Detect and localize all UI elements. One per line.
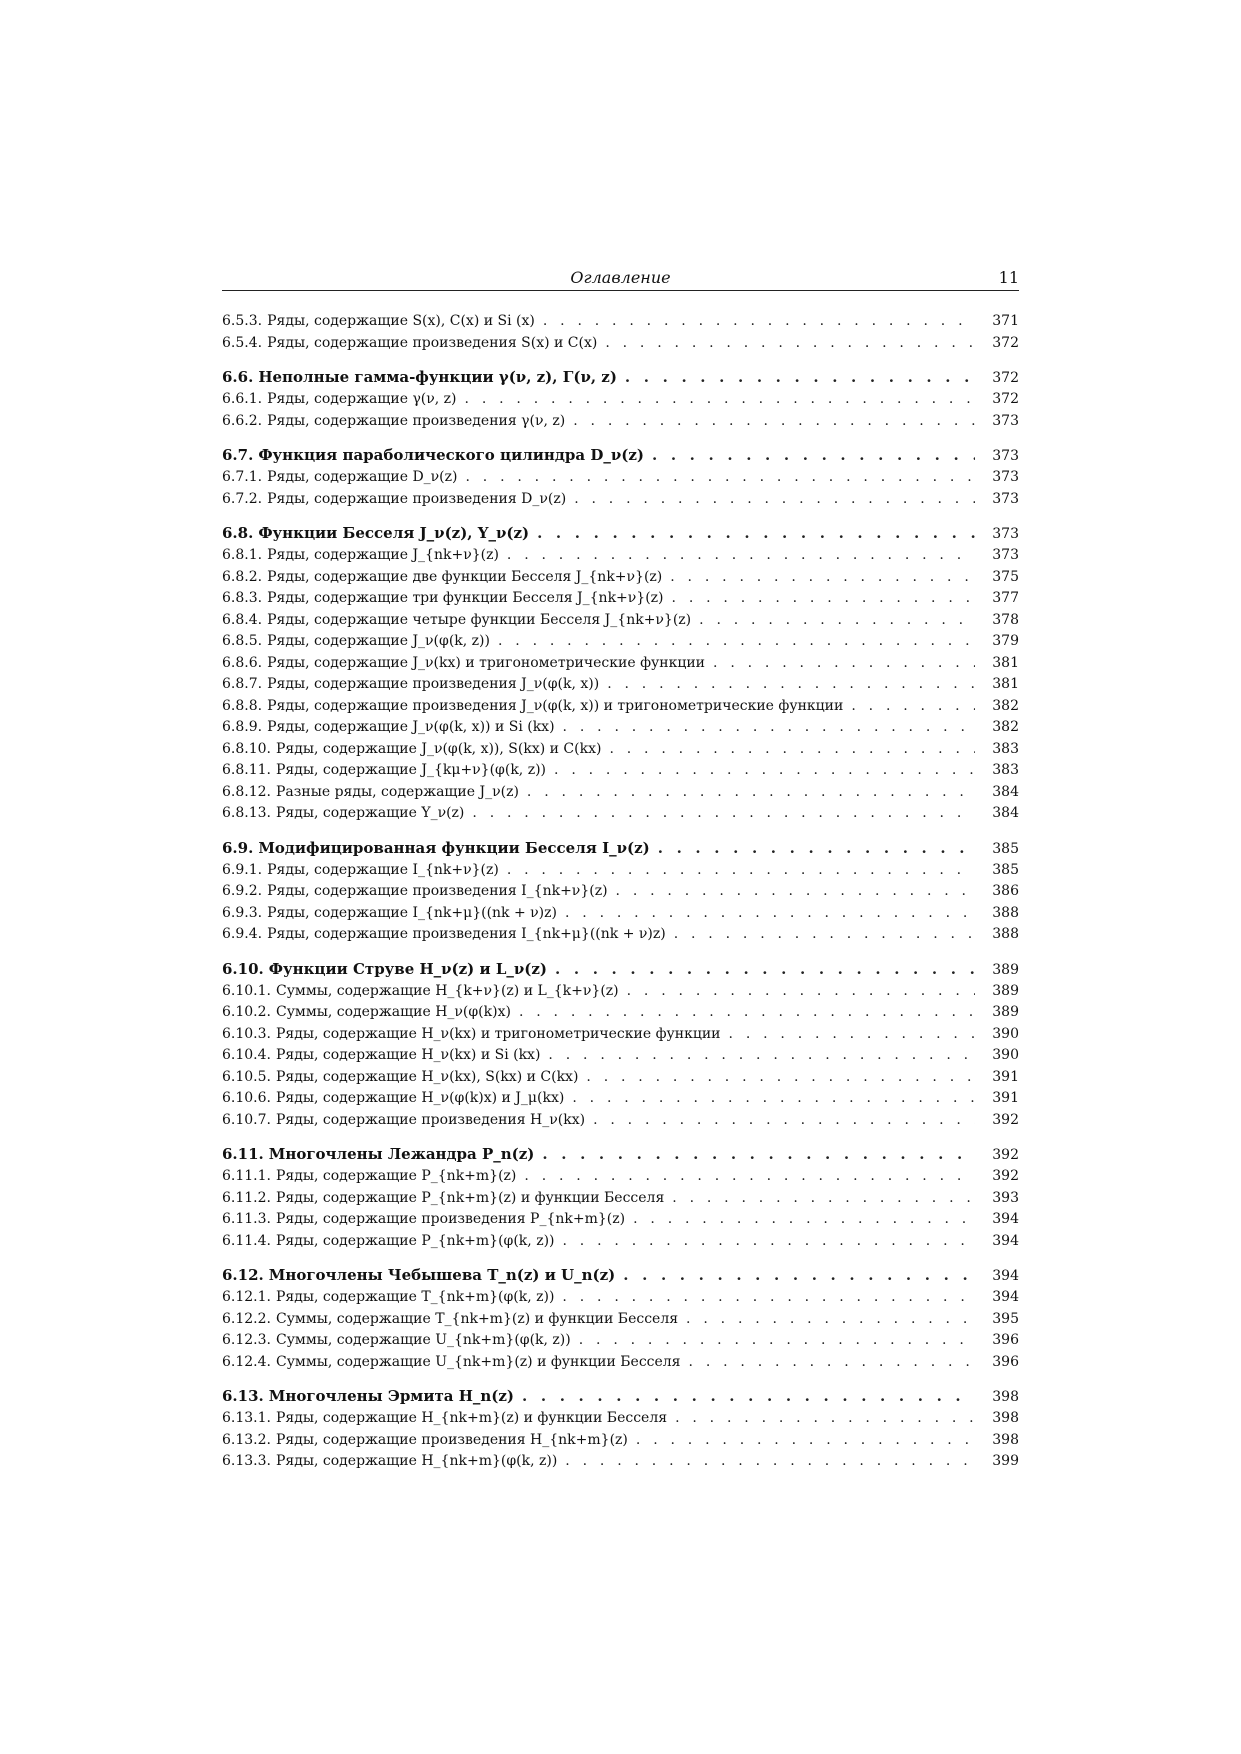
toc-section-entry[interactable] xyxy=(222,957,1019,981)
entry-title: Функция параболического цилиндра D_ν(z) xyxy=(258,446,644,464)
entry-number: 6.12.3. xyxy=(222,1332,271,1348)
entry-number: 6.12.1. xyxy=(222,1289,271,1305)
dot-leader xyxy=(625,365,975,389)
toc-entry[interactable] xyxy=(222,1408,1019,1430)
entry-title: Функции Струве H_ν(z) и L_ν(z) xyxy=(268,959,548,978)
toc-entry[interactable] xyxy=(222,489,1019,511)
toc-entry[interactable] xyxy=(222,1166,1019,1188)
entry-number: 6.13.2. xyxy=(222,1431,271,1448)
toc-entry[interactable] xyxy=(222,1430,1019,1452)
toc-entry[interactable] xyxy=(222,567,1019,589)
toc-entry[interactable] xyxy=(222,1309,1019,1331)
entry-page: 391 xyxy=(992,1090,1019,1106)
entry-number: 6.8.8. xyxy=(222,697,263,714)
dot-leader xyxy=(543,311,975,333)
entry-page: 385 xyxy=(992,861,1019,878)
entry-number: 6.11.3. xyxy=(222,1211,271,1227)
toc-entry[interactable] xyxy=(222,1451,1019,1473)
entry-page: 390 xyxy=(992,1025,1019,1042)
entry-title: Ряды, содержащие P_{nk+m}(φ(k, z)) xyxy=(275,1232,555,1249)
entry-number: 6.12.2. xyxy=(222,1310,271,1327)
toc-entry[interactable] xyxy=(222,333,1019,355)
entry-number: 6.8.9. xyxy=(222,719,263,735)
dot-leader xyxy=(563,1231,976,1253)
entry-title: Ряды, содержащие две функции Бесселя J_{nk+ν}(z) xyxy=(267,568,663,585)
dot-leader xyxy=(572,1088,975,1110)
entry-title: Ряды, содержащие S(x), C(x) и Si (x) xyxy=(267,313,535,329)
toc-entry[interactable] xyxy=(222,881,1019,903)
entry-number: 6.6.1. xyxy=(222,391,263,407)
entry-title: Ряды, содержащие H_ν(φ(k)x) и J_μ(kx) xyxy=(275,1090,565,1106)
dot-leader xyxy=(586,1067,975,1089)
entry-title: Многочлены Лежандра P_n(z) xyxy=(268,1145,535,1163)
entry-title: Ряды, содержащие произведения D_ν(z) xyxy=(267,490,567,507)
dot-leader xyxy=(851,696,975,718)
dot-leader xyxy=(605,333,975,355)
entry-page: 388 xyxy=(992,926,1019,942)
dot-leader xyxy=(565,1451,975,1473)
toc-entry[interactable] xyxy=(222,696,1019,718)
entry-number: 6.11.2. xyxy=(222,1189,271,1206)
entry-title: Разные ряды, содержащие J_ν(z) xyxy=(275,783,519,800)
entry-number: 6.9.1. xyxy=(222,861,263,878)
entry-number: 6.12.4. xyxy=(222,1353,271,1370)
entry-page: 372 xyxy=(992,334,1019,351)
toc-entry[interactable] xyxy=(222,674,1019,696)
dot-leader xyxy=(636,1430,975,1452)
toc-entry[interactable] xyxy=(222,631,1019,653)
dot-leader xyxy=(579,1330,975,1352)
entry-page: 373 xyxy=(992,526,1019,542)
dot-leader xyxy=(672,1188,975,1210)
dot-leader xyxy=(675,1408,975,1430)
entry-title: Суммы, содержащие U_{nk+m}(φ(k, z)) xyxy=(275,1332,571,1348)
entry-page: 392 xyxy=(992,1147,1019,1163)
toc-section-entry[interactable] xyxy=(222,365,1019,389)
entry-page: 372 xyxy=(992,370,1019,386)
dot-leader xyxy=(593,1110,975,1132)
dot-leader xyxy=(573,411,975,433)
toc-entry[interactable] xyxy=(222,903,1019,925)
entry-page: 372 xyxy=(992,391,1019,407)
entry-page: 395 xyxy=(992,1310,1019,1327)
entry-number: 6.10.6. xyxy=(222,1090,271,1106)
dot-leader xyxy=(627,981,975,1003)
toc-entry[interactable] xyxy=(222,1209,1019,1231)
dot-leader xyxy=(548,1045,975,1067)
entry-title: Ряды, содержащие произведения I_{nk+ν}(z) xyxy=(267,883,608,899)
toc-entry[interactable] xyxy=(222,1231,1019,1253)
entry-title: Ряды, содержащие T_{nk+m}(φ(k, z)) xyxy=(275,1289,555,1305)
toc-section xyxy=(222,311,1019,354)
dot-leader xyxy=(537,521,975,545)
entry-title: Ряды, содержащие P_{nk+m}(z) xyxy=(275,1168,517,1184)
dot-leader xyxy=(607,674,975,696)
entry-number: 6.12. xyxy=(222,1266,264,1284)
dot-leader xyxy=(498,631,975,653)
toc-section xyxy=(222,957,1019,1132)
entry-page: 398 xyxy=(992,1410,1019,1426)
entry-number: 6.9.4. xyxy=(222,926,263,942)
entry-number: 6.10.2. xyxy=(222,1004,271,1020)
entry-number: 6.9. xyxy=(222,838,254,857)
dot-leader xyxy=(507,545,975,567)
toc-section-entry[interactable] xyxy=(222,443,1019,467)
toc-entry[interactable] xyxy=(222,610,1019,632)
entry-title: Ряды, содержащие три функции Бесселя J_{nk+ν}(z) xyxy=(267,590,664,606)
dot-leader xyxy=(674,924,975,946)
entry-page: 394 xyxy=(992,1232,1019,1249)
entry-page: 375 xyxy=(992,568,1019,585)
entry-number: 6.10.4. xyxy=(222,1047,271,1063)
toc-section xyxy=(222,443,1019,510)
entry-title: Ряды, содержащие четыре функции Бесселя J_{nk+ν}(z) xyxy=(267,611,692,628)
entry-number: 6.10.7. xyxy=(222,1111,271,1128)
dot-leader xyxy=(527,782,975,804)
dot-leader xyxy=(616,881,975,903)
entry-title: Ряды, содержащие произведения H_{nk+m}(z) xyxy=(275,1431,628,1448)
entry-title: Модифицированная функции Бесселя I_ν(z) xyxy=(258,838,650,857)
entry-page: 388 xyxy=(992,904,1019,921)
toc-section xyxy=(222,836,1019,946)
entry-title: Ряды, содержащие Y_ν(z) xyxy=(275,805,465,821)
toc-entry[interactable] xyxy=(222,588,1019,610)
dot-leader xyxy=(562,1287,975,1309)
toc-entry[interactable] xyxy=(222,411,1019,433)
entry-number: 6.7.1. xyxy=(222,469,263,485)
entry-number: 6.5.4. xyxy=(222,334,263,351)
entry-page: 392 xyxy=(992,1168,1019,1184)
entry-number: 6.11.1. xyxy=(222,1168,271,1184)
entry-page: 394 xyxy=(992,1289,1019,1305)
entry-number: 6.8. xyxy=(222,524,254,542)
entry-number: 6.13. xyxy=(222,1387,264,1405)
entry-title: Ряды, содержащие J_ν(φ(k, z)) xyxy=(267,633,490,649)
entry-title: Неполные гамма-функции γ(ν, z), Γ(ν, z) xyxy=(258,368,617,386)
dot-leader xyxy=(465,389,975,411)
dot-leader xyxy=(699,610,975,632)
toc-entry[interactable] xyxy=(222,860,1019,882)
entry-number: 6.8.5. xyxy=(222,633,263,649)
entry-title: Суммы, содержащие H_ν(φ(k)x) xyxy=(275,1004,511,1020)
entry-title: Ряды, содержащие γ(ν, z) xyxy=(267,391,457,407)
entry-number: 6.6.2. xyxy=(222,412,263,429)
entry-title: Ряды, содержащие H_ν(kx) и Si (kx) xyxy=(275,1047,541,1063)
entry-page: 381 xyxy=(992,654,1019,671)
dot-leader xyxy=(623,1263,975,1287)
entry-title: Суммы, содержащие H_{k+ν}(z) и L_{k+ν}(z) xyxy=(275,982,619,999)
toc-entry[interactable] xyxy=(222,1045,1019,1067)
entry-number: 6.10. xyxy=(222,959,264,978)
toc-entry[interactable] xyxy=(222,803,1019,825)
entry-title: Суммы, содержащие U_{nk+m}(z) и функции Бесселя xyxy=(275,1353,681,1370)
entry-number: 6.8.4. xyxy=(222,611,263,628)
toc-entry[interactable] xyxy=(222,1188,1019,1210)
entry-number: 6.8.2. xyxy=(222,568,263,585)
entry-page: 377 xyxy=(992,590,1019,606)
entry-page: 382 xyxy=(992,719,1019,735)
entry-number: 6.10.5. xyxy=(222,1068,271,1085)
toc-entry[interactable] xyxy=(222,1110,1019,1132)
entry-page: 386 xyxy=(992,883,1019,899)
dot-leader xyxy=(542,1142,975,1166)
toc-entry[interactable] xyxy=(222,389,1019,411)
toc-entry[interactable] xyxy=(222,739,1019,761)
entry-title: Ряды, содержащие произведения S(x) и C(x) xyxy=(267,334,598,351)
toc-section xyxy=(222,1384,1019,1473)
dot-leader xyxy=(519,1002,975,1024)
entry-page: 373 xyxy=(992,490,1019,507)
entry-number: 6.8.13. xyxy=(222,805,271,821)
dot-leader xyxy=(658,836,975,860)
dot-leader xyxy=(609,739,975,761)
entry-page: 399 xyxy=(992,1453,1019,1469)
entry-number: 6.8.6. xyxy=(222,654,263,671)
page-header xyxy=(222,266,1019,291)
toc-section xyxy=(222,521,1019,825)
entry-number: 6.10.3. xyxy=(222,1025,271,1042)
toc-entry[interactable] xyxy=(222,545,1019,567)
dot-leader xyxy=(670,567,975,589)
dot-leader xyxy=(729,1024,975,1046)
entry-page: 389 xyxy=(992,1004,1019,1020)
entry-number: 6.8.3. xyxy=(222,590,263,606)
entry-page: 383 xyxy=(992,740,1019,757)
dot-leader xyxy=(713,653,975,675)
entry-number: 6.5.3. xyxy=(222,313,263,329)
dot-leader xyxy=(524,1166,975,1188)
entry-title: Ряды, содержащие H_{nk+m}(φ(k, z)) xyxy=(275,1453,558,1469)
entry-number: 6.9.3. xyxy=(222,904,263,921)
entry-page: 373 xyxy=(992,547,1019,563)
entry-number: 6.7.2. xyxy=(222,490,263,507)
entry-title: Ряды, содержащие произведения J_ν(φ(k, x)) xyxy=(267,676,600,692)
dot-leader xyxy=(563,717,975,739)
entry-page: 381 xyxy=(992,676,1019,692)
entry-title: Ряды, содержащие J_{nk+ν}(z) xyxy=(267,547,499,563)
entry-number: 6.8.12. xyxy=(222,783,271,800)
dot-leader xyxy=(465,467,975,489)
entry-title: Функции Бесселя J_ν(z), Y_ν(z) xyxy=(258,524,530,542)
toc-entry[interactable] xyxy=(222,924,1019,946)
dot-leader xyxy=(672,588,975,610)
entry-title: Ряды, содержащие произведения J_ν(φ(k, x)) и тригонометрические функции xyxy=(267,697,844,714)
dot-leader xyxy=(507,860,975,882)
entry-title: Ряды, содержащие произведения P_{nk+m}(z) xyxy=(275,1211,626,1227)
entry-number: 6.8.1. xyxy=(222,547,263,563)
entry-title: Ряды, содержащие H_{nk+m}(z) и функции Бесселя xyxy=(275,1410,668,1426)
entry-number: 6.8.11. xyxy=(222,762,271,778)
entry-page: 385 xyxy=(992,840,1019,857)
entry-title: Ряды, содержащие I_{nk+μ}((nk + ν)z) xyxy=(267,904,557,921)
entry-page: 394 xyxy=(992,1211,1019,1227)
toc-section-entry[interactable] xyxy=(222,836,1019,860)
entry-title: Ряды, содержащие J_{kμ+ν}(φ(k, z)) xyxy=(275,762,547,778)
dot-leader xyxy=(686,1309,975,1331)
entry-page: 396 xyxy=(992,1353,1019,1370)
entry-number: 6.10.1. xyxy=(222,982,271,999)
entry-number: 6.8.7. xyxy=(222,676,263,692)
entry-number: 6.11. xyxy=(222,1145,264,1163)
toc-section xyxy=(222,1142,1019,1252)
toc-entry[interactable] xyxy=(222,1287,1019,1309)
toc-entry[interactable] xyxy=(222,1002,1019,1024)
entry-page: 393 xyxy=(992,1189,1019,1206)
toc-section-entry[interactable] xyxy=(222,1384,1019,1408)
running-title: Оглавление xyxy=(570,268,671,287)
entry-title: Ряды, содержащие J_ν(kx) и тригонометрические функции xyxy=(267,654,706,671)
toc-entry[interactable] xyxy=(222,653,1019,675)
toc-section-entry[interactable] xyxy=(222,521,1019,545)
dot-leader xyxy=(522,1384,975,1408)
entry-number: 6.13.3. xyxy=(222,1453,271,1469)
entry-page: 384 xyxy=(992,805,1019,821)
toc-entry[interactable] xyxy=(222,782,1019,804)
toc-section-entry[interactable] xyxy=(222,1263,1019,1287)
entry-title: Ряды, содержащие P_{nk+m}(z) и функции Бесселя xyxy=(275,1189,665,1206)
entry-page: 371 xyxy=(992,313,1019,329)
dot-leader xyxy=(689,1352,975,1374)
toc-entry[interactable] xyxy=(222,1352,1019,1374)
entry-title: Ряды, содержащие D_ν(z) xyxy=(267,469,458,485)
dot-leader xyxy=(555,957,975,981)
entry-page: 392 xyxy=(992,1111,1019,1128)
dot-leader xyxy=(565,903,975,925)
toc-entry[interactable] xyxy=(222,311,1019,333)
entry-title: Ряды, содержащие H_ν(kx), S(kx) и C(kx) xyxy=(275,1068,579,1085)
entry-number: 6.7. xyxy=(222,446,254,464)
entry-title: Ряды, содержащие I_{nk+ν}(z) xyxy=(267,861,499,878)
entry-page: 389 xyxy=(992,982,1019,999)
entry-title: Ряды, содержащие произведения I_{nk+μ}((nk + ν)z) xyxy=(267,926,666,942)
entry-number: 6.9.2. xyxy=(222,883,263,899)
toc-entry[interactable] xyxy=(222,1067,1019,1089)
entry-title: Многочлены Эрмита H_n(z) xyxy=(268,1387,514,1405)
entry-page: 373 xyxy=(992,448,1019,464)
toc-entry[interactable] xyxy=(222,1088,1019,1110)
entry-page: 383 xyxy=(992,762,1019,778)
entry-title: Многочлены Чебышева T_n(z) и U_n(z) xyxy=(268,1266,616,1284)
entry-page: 373 xyxy=(992,469,1019,485)
entry-page: 394 xyxy=(992,1268,1019,1284)
dot-leader xyxy=(554,760,975,782)
entry-page: 379 xyxy=(992,633,1019,649)
dot-leader xyxy=(472,803,975,825)
entry-number: 6.11.4. xyxy=(222,1232,271,1249)
entry-title: Ряды, содержащие J_ν(φ(k, x)) и Si (kx) xyxy=(267,719,555,735)
entry-page: 398 xyxy=(992,1389,1019,1405)
entry-page: 384 xyxy=(992,783,1019,800)
toc-section xyxy=(222,365,1019,432)
toc-entry[interactable] xyxy=(222,467,1019,489)
entry-page: 373 xyxy=(992,412,1019,429)
dot-leader xyxy=(574,489,975,511)
entry-number: 6.13.1. xyxy=(222,1410,271,1426)
page-number: 11 xyxy=(998,268,1019,287)
entry-page: 378 xyxy=(992,611,1019,628)
dot-leader xyxy=(633,1209,975,1231)
entry-page: 382 xyxy=(992,697,1019,714)
entry-title: Ряды, содержащие J_ν(φ(k, x)), S(kx) и C(kx) xyxy=(275,740,602,757)
toc-section-entry[interactable] xyxy=(222,1142,1019,1166)
entry-page: 389 xyxy=(992,961,1019,978)
toc-entry[interactable] xyxy=(222,981,1019,1003)
table-of-contents xyxy=(222,311,1019,1484)
entry-page: 398 xyxy=(992,1431,1019,1448)
entry-page: 391 xyxy=(992,1068,1019,1085)
entry-title: Ряды, содержащие произведения H_ν(kx) xyxy=(275,1111,586,1128)
entry-page: 390 xyxy=(992,1047,1019,1063)
entry-title: Суммы, содержащие T_{nk+m}(z) и функции Бесселя xyxy=(275,1310,679,1327)
entry-title: Ряды, содержащие произведения γ(ν, z) xyxy=(267,412,566,429)
entry-page: 396 xyxy=(992,1332,1019,1348)
entry-number: 6.6. xyxy=(222,368,254,386)
toc-entry[interactable] xyxy=(222,717,1019,739)
toc-entry[interactable] xyxy=(222,1330,1019,1352)
toc-entry[interactable] xyxy=(222,1024,1019,1046)
entry-number: 6.8.10. xyxy=(222,740,271,757)
toc-entry[interactable] xyxy=(222,760,1019,782)
dot-leader xyxy=(652,443,975,467)
entry-title: Ряды, содержащие H_ν(kx) и тригонометрические функции xyxy=(275,1025,721,1042)
toc-section xyxy=(222,1263,1019,1373)
